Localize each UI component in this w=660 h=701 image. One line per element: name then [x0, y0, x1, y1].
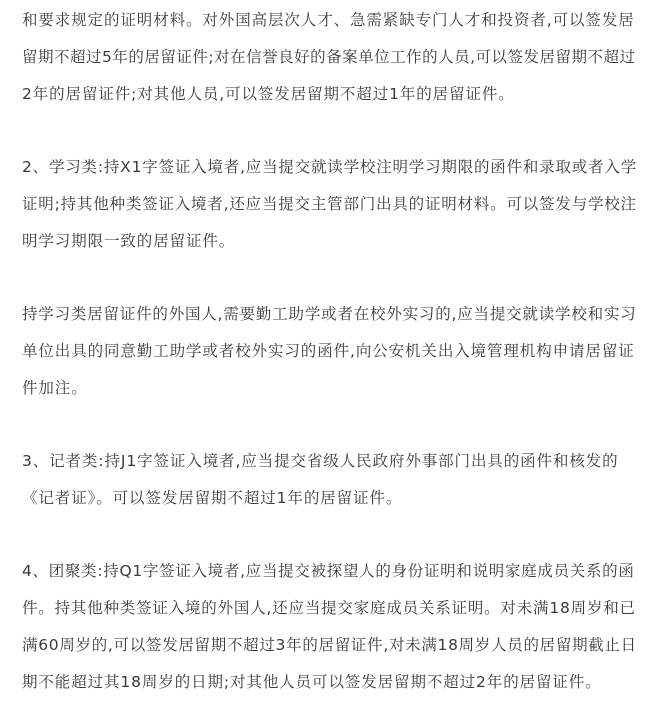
text-line: 件。持其他种类签证入境的外国人,还应当提交家庭成员关系证明。对未满18周岁和已 [22, 599, 636, 617]
text-line: 和要求规定的证明材料。对外国高层次人才、急需紧缺专门人才和投资者,可以签发居 [22, 11, 635, 29]
paragraph-work-study-endorsement [22, 296, 638, 407]
paragraph-spacer [22, 517, 638, 553]
document-body [22, 0, 638, 701]
text-line: 期不能超过其18周岁的日期;对其他人员可以签发居留期不超过2年的居留证件。 [22, 673, 602, 691]
text-line: 明学习期限一致的居留证件。 [22, 232, 236, 250]
paragraph-family-reunion-category [22, 553, 638, 701]
text-line: 4、团聚类:持Q1字签证入境者,应当提交被探望人的身份证明和说明家庭成员关系的函 [22, 562, 635, 580]
text-line: 2、学习类:持X1字签证入境者,应当提交就读学校注明学习期限的函件和录取或者入学 [22, 158, 637, 176]
text-line: 2年的居留证件;对其他人员,可以签发居留期不超过1年的居留证件。 [22, 85, 515, 103]
paragraph-spacer [22, 407, 638, 443]
text-line: 单位出具的同意勤工助学或者校外实习的函件,向公安机关出入境管理机构申请居留证 [22, 342, 635, 360]
text-line: 《记者证》。可以签发居留期不超过1年的居留证件。 [22, 489, 403, 507]
text-line: 件加注。 [22, 379, 88, 397]
text-line: 3、记者类:持J1字签证入境者,应当提交省级人民政府外事部门出具的函件和核发的 [22, 452, 619, 470]
text-line: 满60周岁的,可以签发居留期不超过3年的居留证件,对未满18周岁人员的居留期截止日 [22, 636, 637, 654]
paragraph-spacer [22, 113, 638, 149]
text-line: 留期不超过5年的居留证件;对在信誉良好的备案单位工作的人员,可以签发居留期不超过 [22, 48, 636, 66]
paragraph-residence-permit-work [22, 2, 638, 113]
paragraph-journalist-category [22, 443, 638, 517]
text-line: 持学习类居留证件的外国人,需要勤工助学或者在校外实习的,应当提交就读学校和实习 [22, 305, 637, 323]
paragraph-spacer [22, 260, 638, 296]
paragraph-study-category [22, 149, 638, 260]
text-line: 证明;持其他种类签证入境者,还应当提交主管部门出具的证明材料。可以签发与学校注 [22, 195, 637, 213]
